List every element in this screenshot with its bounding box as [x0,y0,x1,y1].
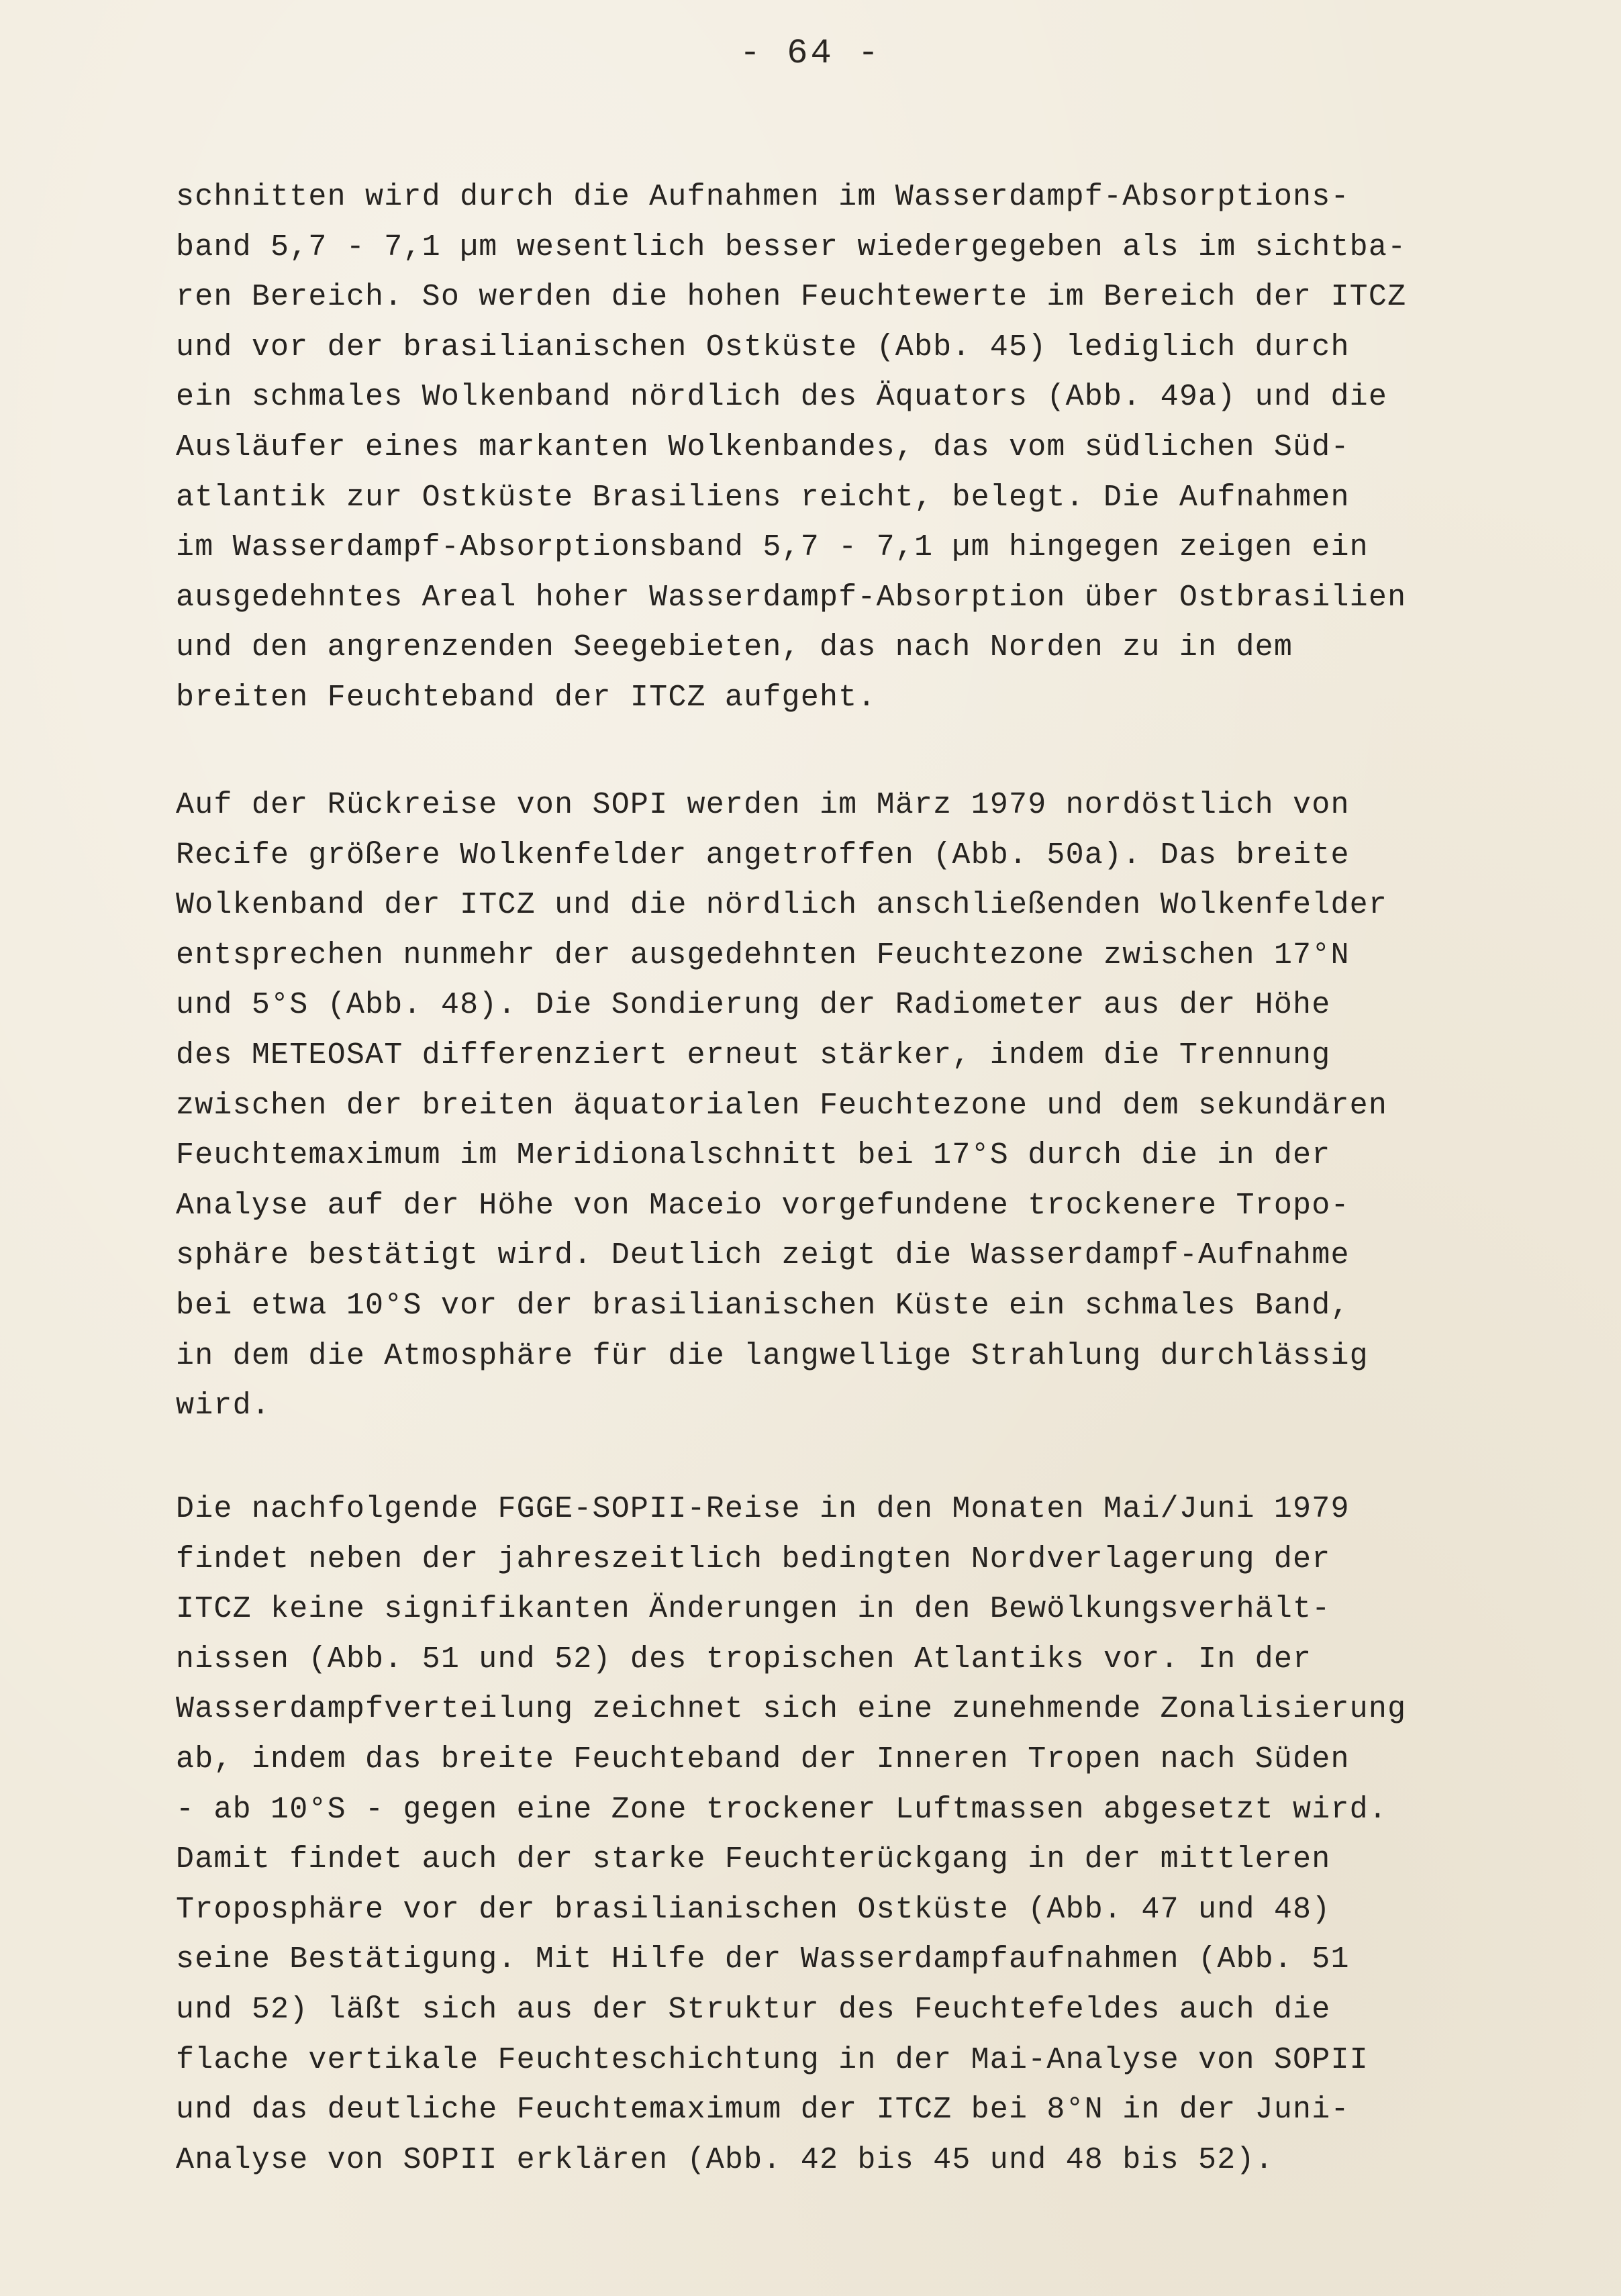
text-line: Ausläufer eines markanten Wolkenbandes, das vom südlichen Süd- [176,430,1350,464]
text-line: schnitten wird durch die Aufnahmen im Wasserdampf-Absorptions- [176,180,1350,214]
text-line: ein schmales Wolkenband nördlich des Äquators (Abb. 49a) und die [176,380,1388,415]
text-line: ab, indem das breite Feuchteband der Inneren Tropen nach Süden [176,1742,1350,1777]
text-line: breiten Feuchteband der ITCZ aufgeht. [176,680,877,715]
paragraph-2 [176,781,1532,1432]
text-line: ausgedehntes Areal hoher Wasserdampf-Absorption über Ostbrasilien [176,580,1407,615]
paragraph-3 [176,1485,1532,2185]
text-line: und 5°S (Abb. 48). Die Sondierung der Radiometer aus der Höhe [176,988,1331,1023]
text-line: und das deutliche Feuchtemaximum der ITCZ bei 8°N in der Juni- [176,2093,1350,2128]
text-line: im Wasserdampf-Absorptionsband 5,7 - 7,1 µm hingegen zeigen ein [176,530,1369,565]
text-line: und den angrenzenden Seegebieten, das nach Norden zu in dem [176,630,1293,665]
text-line: Auf der Rückreise von SOPI werden im März 1979 nordöstlich von [176,788,1350,822]
text-line: bei etwa 10°S vor der brasilianischen Küste ein schmales Band, [176,1288,1350,1323]
text-line: in dem die Atmosphäre für die langwellige Strahlung durchlässig [176,1338,1369,1373]
text-line: - ab 10°S - gegen eine Zone trockener Luftmassen abgesetzt wird. [176,1792,1388,1827]
paragraph-1 [176,172,1532,723]
text-line: ren Bereich. So werden die hohen Feuchtewerte im Bereich der ITCZ [176,280,1407,315]
text-line: entsprechen nunmehr der ausgedehnten Feuchtezone zwischen 17°N [176,938,1350,972]
text-line: nissen (Abb. 51 und 52) des tropischen Atlantiks vor. In der [176,1642,1312,1677]
page-number: - 64 - [739,34,882,73]
text-line: und 52) läßt sich aus der Struktur des Feuchtefeldes auch die [176,1992,1331,2027]
text-line: Analyse von SOPII erklären (Abb. 42 bis 45 und 48 bis 52). [176,2142,1274,2177]
text-line: seine Bestätigung. Mit Hilfe der Wasserdampfaufnahmen (Abb. 51 [176,1942,1350,1977]
text-line: des METEOSAT differenziert erneut stärker, indem die Trennung [176,1038,1331,1072]
text-line: Recife größere Wolkenfelder angetroffen (Abb. 50a). Das breite [176,838,1350,872]
text-line: band 5,7 - 7,1 µm wesentlich besser wiedergegeben als im sichtba- [176,230,1407,264]
text-line: Wolkenband der ITCZ und die nördlich anschließenden Wolkenfelder [176,888,1388,923]
text-line: findet neben der jahreszeitlich bedingten Nordverlagerung der [176,1542,1331,1577]
text-line: ITCZ keine signifikanten Änderungen in den Bewölkungsverhält- [176,1592,1331,1627]
text-line: und vor der brasilianischen Ostküste (Abb. 45) lediglich durch [176,330,1350,364]
text-line: Troposphäre vor der brasilianischen Ostküste (Abb. 47 und 48) [176,1892,1331,1927]
text-line: Die nachfolgende FGGE-SOPII-Reise in den Monaten Mai/Juni 1979 [176,1492,1350,1526]
text-line: Damit findet auch der starke Feuchterückgang in der mittleren [176,1842,1331,1877]
text-line: Feuchtemaximum im Meridionalschnitt bei 17°S durch die in der [176,1138,1331,1173]
text-line: sphäre bestätigt wird. Deutlich zeigt die Wasserdampf-Aufnahme [176,1238,1350,1273]
text-line: Wasserdampfverteilung zeichnet sich eine zunehmende Zonalisierung [176,1692,1407,1727]
text-line: zwischen der breiten äquatorialen Feuchtezone und dem sekundären [176,1088,1388,1123]
text-line: wird. [176,1389,271,1424]
text-line: atlantik zur Ostküste Brasiliens reicht, belegt. Die Aufnahmen [176,480,1350,515]
text-line: Analyse auf der Höhe von Maceio vorgefundene trockenere Tropo- [176,1188,1350,1223]
text-line: flache vertikale Feuchteschichtung in der Mai-Analyse von SOPII [176,2042,1369,2077]
